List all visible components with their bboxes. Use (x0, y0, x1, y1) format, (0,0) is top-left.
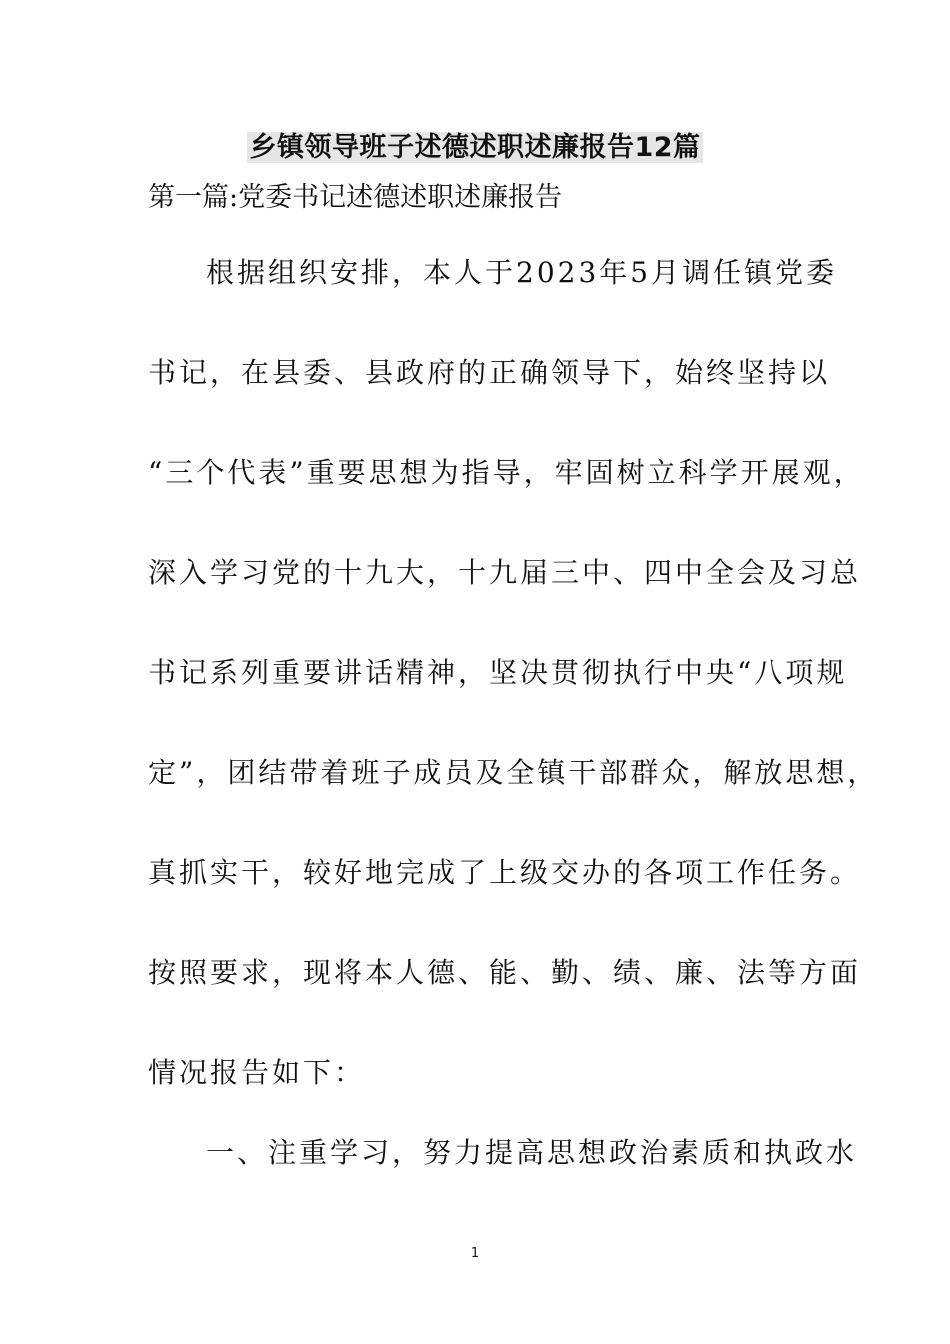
paragraph-line: 根据组织安排，本人于2023年5月调任镇党委 (206, 256, 838, 289)
document-title (0, 128, 950, 168)
paragraph-line: 深入学习党的十九大，十九届三中、四中全会及习总 (148, 556, 862, 589)
document-title-text: 乡镇领导班子述德述职述廉报告12篇 (249, 132, 701, 163)
paragraph-line: 定”，团结带着班子成员及全镇干部群众，解放思想， (148, 756, 879, 789)
paragraph-line: 书记，在县委、县政府的正确领导下，始终坚持以 (148, 356, 831, 389)
section-subtitle: 第一篇:党委书记述德述职述廉报告 (148, 182, 563, 213)
paragraph-line: 真抓实干，较好地完成了上级交办的各项工作任务。 (148, 856, 862, 889)
page-number: 1 (470, 1246, 480, 1261)
paragraph-line: 书记系列重要讲话精神，坚决贯彻执行中央“八项规 (148, 656, 848, 689)
paragraph-line: 情况报告如下： (148, 1056, 366, 1089)
paragraph-line: 按照要求，现将本人德、能、勤、绩、廉、法等方面 (148, 956, 862, 989)
paragraph-line: “三个代表”重要思想为指导，牢固树立科学开展观， (148, 456, 865, 489)
section-heading-line: 一、注重学习，努力提高思想政治素质和执政水 (206, 1136, 858, 1169)
